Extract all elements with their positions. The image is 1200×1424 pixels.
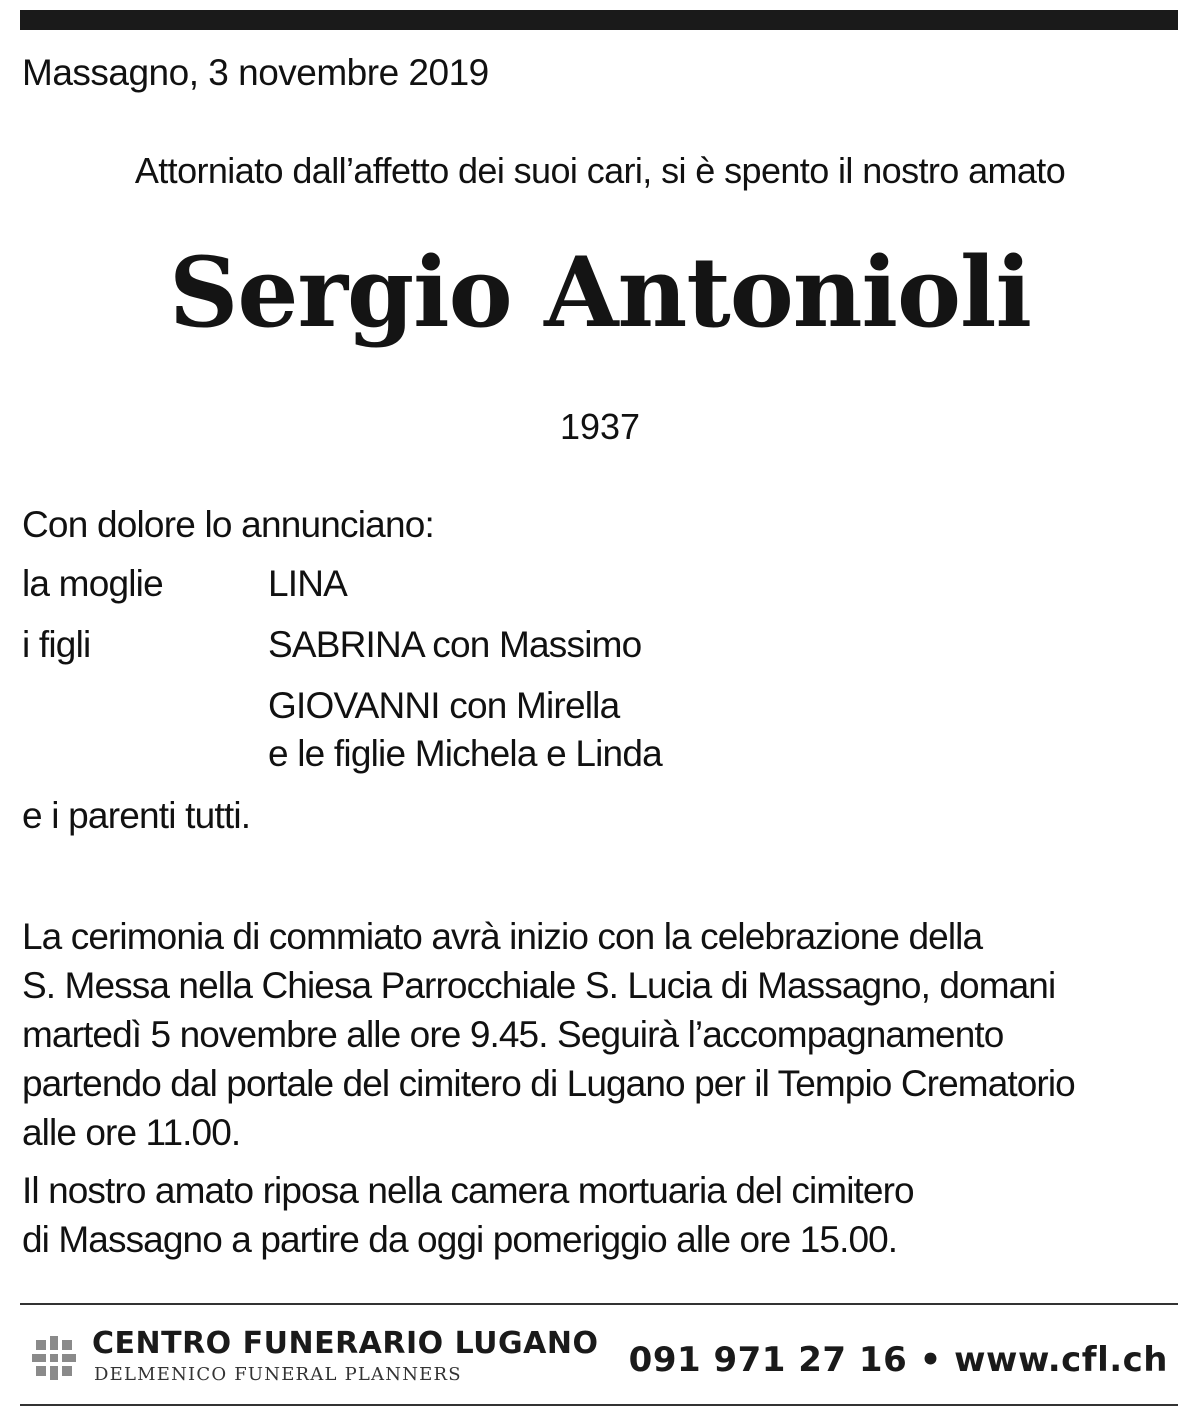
children-label: i figli	[22, 624, 91, 665]
footer-top-rule	[20, 1303, 1178, 1305]
date-line: Massagno, 3 novembre 2019	[22, 52, 489, 93]
ceremony-line: S. Messa nella Chiesa Parrocchiale S. Lucia di Massagno, domani	[22, 965, 1056, 1006]
wife-label: la moglie	[22, 563, 163, 604]
cross-ornament-icon	[30, 1334, 78, 1382]
child-1: SABRINA con Massimo	[268, 624, 642, 665]
ceremony-line: La cerimonia di commiato avrà inizio con la celebrazione della	[22, 916, 983, 957]
footer-bottom-rule	[20, 1404, 1178, 1406]
other-relatives: e i parenti tutti.	[22, 795, 251, 836]
birth-year: 1937	[559, 406, 641, 447]
announcers-heading: Con dolore lo annunciano:	[22, 504, 434, 545]
viewing-paragraph	[22, 1166, 1172, 1264]
intro-text: Attorniato dall’affetto dei suoi cari, si è spento il nostro amato	[134, 150, 1066, 191]
company-contact: 091 971 27 16 • www.cfl.ch	[628, 1340, 1168, 1380]
deceased-name: Sergio Antonioli	[169, 236, 1031, 349]
ceremony-line: martedì 5 novembre alle ore 9.45. Seguirà l’accompagnamento	[22, 1014, 1004, 1055]
child-2-daughters: e le figlie Michela e Linda	[268, 733, 662, 774]
viewing-line: Il nostro amato riposa nella camera mortuaria del cimitero	[22, 1170, 914, 1211]
ceremony-line: alle ore 11.00.	[22, 1112, 241, 1153]
wife-name: LINA	[268, 563, 348, 604]
viewing-line: di Massagno a partire da oggi pomeriggio alle ore 15.00.	[22, 1219, 898, 1260]
child-2: GIOVANNI con Mirella	[268, 685, 620, 726]
ceremony-paragraph	[22, 912, 1172, 1157]
company-subtitle: DELMENICO FUNERAL PLANNERS	[94, 1364, 462, 1385]
top-border-rule	[20, 10, 1178, 30]
company-name: CENTRO FUNERARIO LUGANO	[92, 1326, 599, 1361]
ceremony-line: partendo dal portale del cimitero di Lugano per il Tempio Crematorio	[22, 1063, 1075, 1104]
